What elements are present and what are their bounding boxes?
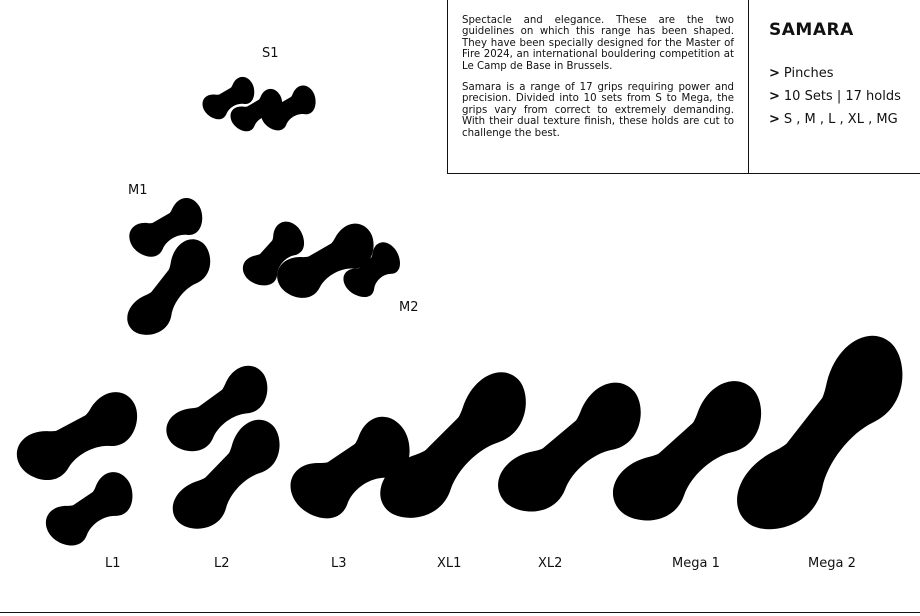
- hold-l1-a: [9, 385, 148, 491]
- feature-type-text: Pinches: [783, 66, 834, 81]
- bottom-divider: [0, 612, 920, 613]
- feature-sets-text: 10 Sets | 17 holds: [783, 89, 901, 104]
- description-paragraph-2: Samara is a range of 17 grips requiring power and precision. Divided into 10 sets from S to Mega, the grips vary from correct to extremely demanding. With their dual texture finish, these holds are cut to challenge the best.: [462, 82, 734, 139]
- feature-sizes: [769, 112, 920, 127]
- set-label-l3: L3: [331, 556, 347, 571]
- set-label-l2: L2: [214, 556, 230, 571]
- description-paragraph-1: Spectacle and elegance. These are the two guidelines on which this range has been shaped. They have been specially designed for the Master of Fire 2024, an international bouldering competition at Le Camp de Base in Brussels.: [462, 15, 734, 72]
- set-label-xl2: XL2: [538, 556, 563, 571]
- set-label-xl1: XL1: [437, 556, 462, 571]
- set-label-m1: M1: [128, 183, 148, 198]
- product-summary: [749, 0, 920, 174]
- brand-title: SAMARA: [769, 20, 854, 40]
- feature-type: [769, 66, 920, 81]
- arrow-icon: >: [769, 89, 780, 104]
- feature-sizes-text: S , M , L , XL , MG: [783, 112, 898, 127]
- set-label-mega1: Mega 1: [672, 556, 720, 571]
- description-box: [447, 0, 749, 174]
- arrow-icon: >: [769, 66, 780, 81]
- set-label-l1: L1: [105, 556, 121, 571]
- hold-l1-b: [39, 466, 142, 555]
- set-label-m2: M2: [399, 300, 419, 315]
- set-label-s1: S1: [262, 46, 279, 61]
- set-label-mega2: Mega 2: [808, 556, 856, 571]
- feature-sets: [769, 89, 920, 104]
- arrow-icon: >: [769, 112, 780, 127]
